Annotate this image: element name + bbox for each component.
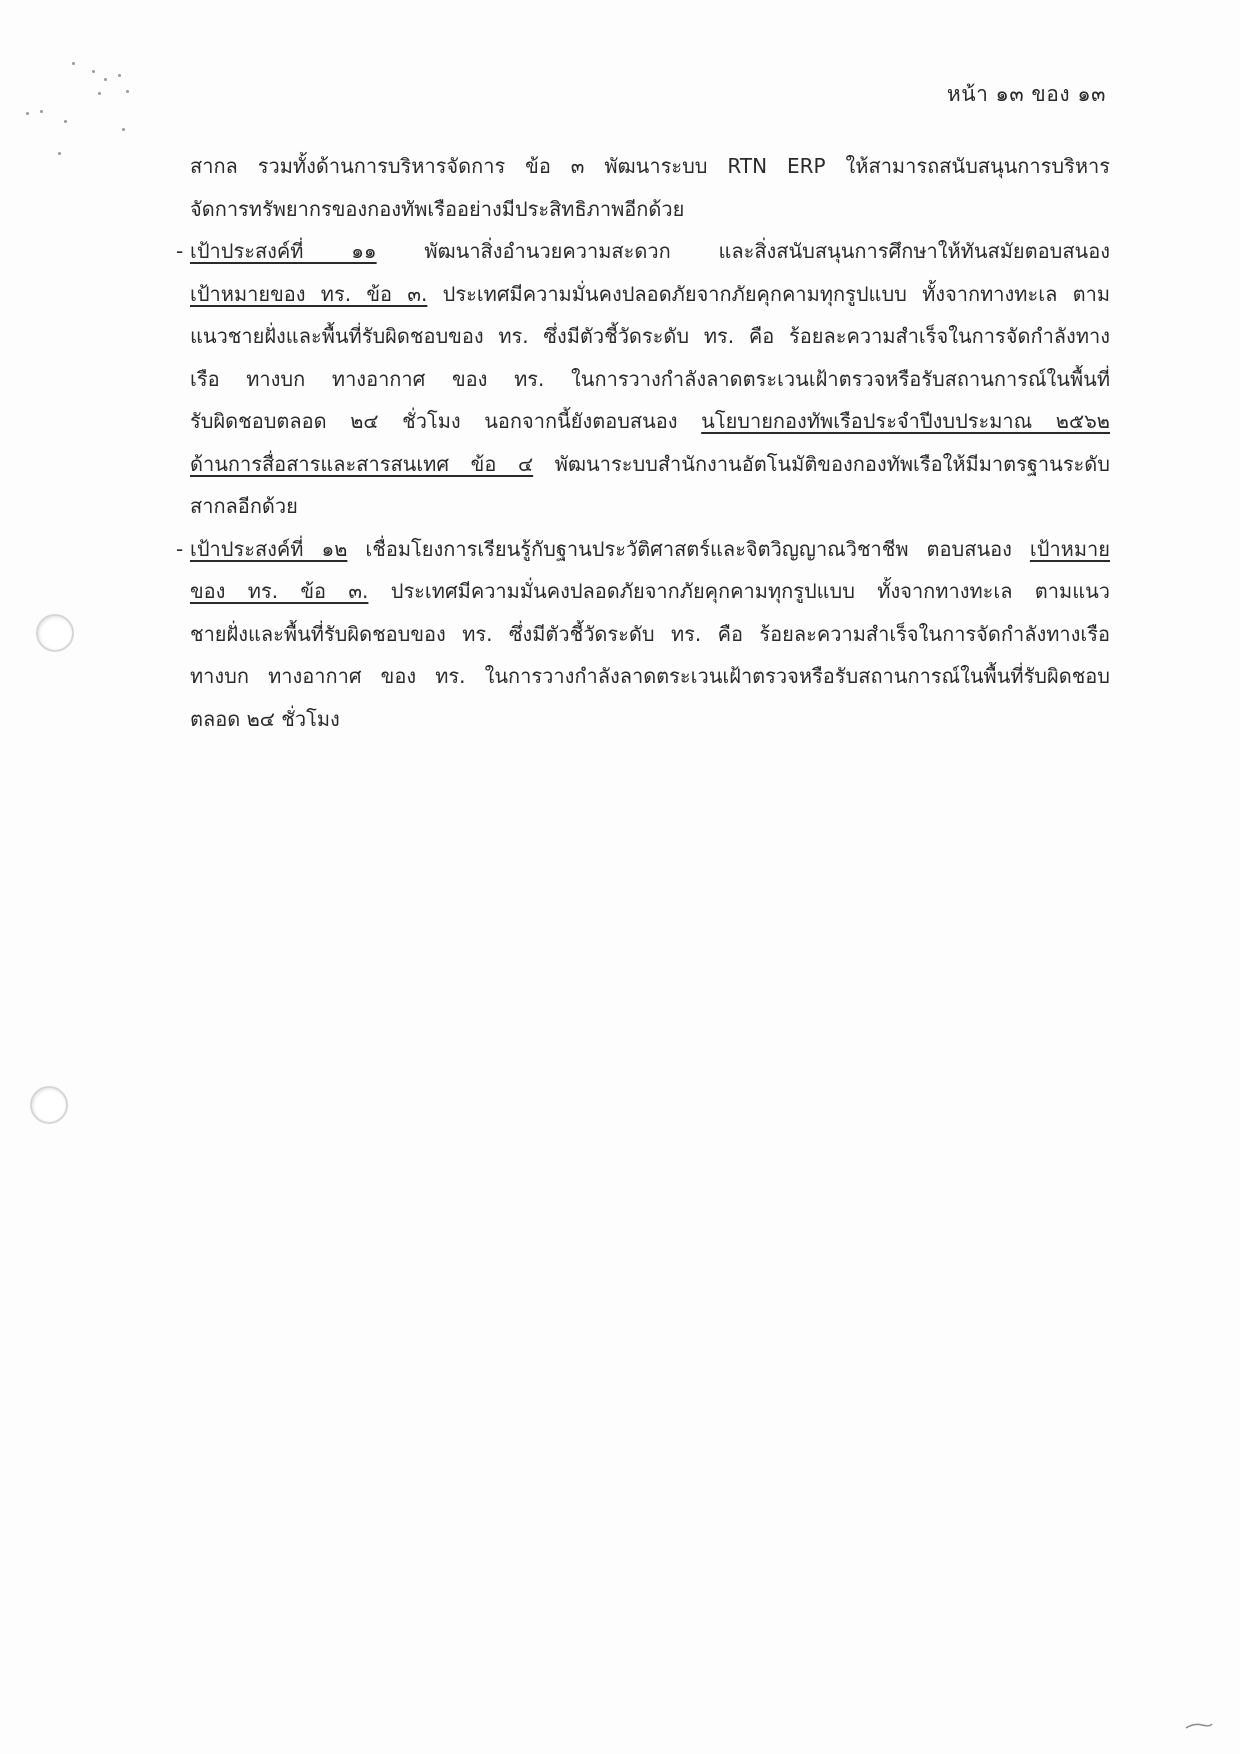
text-line: ทางบก ทางอากาศ ของ ทร. ในการวางกำลังลาดตระเวนเฝ้าตรวจหรือรับสถานการณ์ในพื้นที่รับผิดชอบ xyxy=(190,664,1110,688)
text-line: สากล รวมทั้งด้านการบริหารจัดการ ข้อ ๓ พัฒนาระบบ RTN ERP ให้สามารถสนับสนุนการบริหาร xyxy=(190,154,1110,178)
text-line: รับผิดชอบตลอด ๒๔ ชั่วโมง นอกจากนี้ยังตอบสนอง นโยบายกองทัพเรือประจำปีงบประมาณ ๒๕๖๒ xyxy=(190,409,1110,433)
text-line: ตลอด ๒๔ ชั่วโมง xyxy=(190,706,340,731)
punch-hole-upper xyxy=(36,614,74,652)
corner-smudge xyxy=(1184,1722,1214,1730)
bullet-item-goal-11: - เป้าประสงค์ที่ ๑๑ พัฒนาสิ่งอำนวยความสะดวก และสิ่งสนับสนุนการศึกษาให้ทันสมัยตอบสนอง xyxy=(190,230,1110,273)
bullet-dash: - xyxy=(176,239,184,263)
text-line: จัดการทรัพยากรของกองทัพเรืออย่างมีประสิทธิภาพอีกด้วย xyxy=(190,196,685,221)
text-line: สากลอีกด้วย xyxy=(190,494,298,518)
body-text xyxy=(176,145,1110,740)
text-line: ชายฝั่งและพื้นที่รับผิดชอบของ ทร. ซึ่งมีตัวชี้วัดระดับ ทร. คือ ร้อยละความสำเร็จในการจัดกำลังทางเรือ xyxy=(190,621,1110,646)
text-line: ด้านการสื่อสารและสารสนเทศ ข้อ ๔ พัฒนาระบบสำนักงานอัตโนมัติของกองทัพเรือให้มีมาตรฐานระดับ xyxy=(190,451,1110,476)
text-line: ของ ทร. ข้อ ๓. ประเทศมีความมั่นคงปลอดภัยจากภัยคุกคามทุกรูปแบบ ทั้งจากทางทะเล ตามแนว xyxy=(190,579,1110,603)
text-line: เป้าหมายของ ทร. ข้อ ๓. ประเทศมีความมั่นคงปลอดภัยจากภัยคุกคามทุกรูปแบบ ทั้งจากทางทะเล ตาม xyxy=(190,281,1110,306)
bullet-item-goal-12: - เป้าประสงค์ที่ ๑๒ เชื่อมโยงการเรียนรู้กับฐานประวัติศาสตร์และจิตวิญญาณวิชาชีพ ตอบสนอง เป้าหมาย xyxy=(190,528,1110,571)
text-line: เรือ ทางบก ทางอากาศ ของ ทร. ในการวางกำลังลาดตระเวนเฝ้าตรวจหรือรับสถานการณ์ในพื้นที่ xyxy=(190,366,1110,391)
text-line: แนวชายฝั่งและพื้นที่รับผิดชอบของ ทร. ซึ่งมีตัวชี้วัดระดับ ทร. คือ ร้อยละความสำเร็จในการจัดกำลังทาง xyxy=(190,324,1110,348)
page-number: หน้า ๑๓ ของ ๑๓ xyxy=(946,82,1106,106)
bullet-dash: - xyxy=(176,536,184,561)
punch-hole-lower xyxy=(30,1086,68,1124)
